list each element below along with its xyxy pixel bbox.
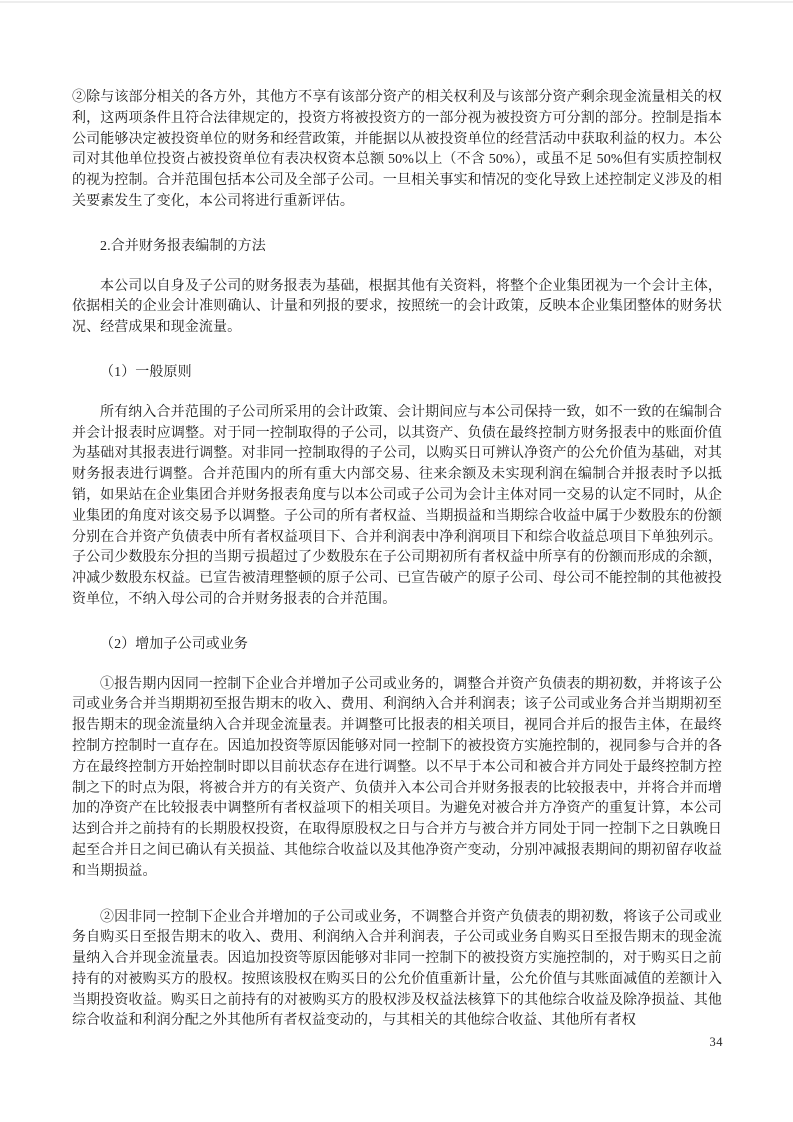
paragraph-consolidation-basis: 本公司以自身及子公司的财务报表为基础，根据其他有关资料，将整个企业集团视为一个会计主体，依据相关的企业会计准则确认、计量和列报的要求，按照统一的会计政策，反映本企业集团整体的财务状况、经营成果和现金流量。: [72, 278, 722, 336]
heading-consolidation-method: 2.合并财务报表编制的方法: [100, 238, 266, 254]
heading-adding-subsidiaries: （2）增加子公司或业务: [100, 636, 249, 652]
heading-general-principles: （1）一般原则: [100, 364, 192, 380]
paragraph-control-definition: ②除与该部分相关的各方外，其他方不享有该部分资产的相关权利及与该部分资产剩余现金流量相关的权利，这两项条件且符合法律规定的，投资方将被投资方的一部分视为被投资方可分割的部分。控制是指本公司能够决定被投资单位的财务和经营政策，并能据以从被投资单位的经营活动中获取利益的权力。本公司对其他单位投资占被投资单位有表决权资本总额 50%以上（不含 50%），或虽不足 50%但有实质控制权的视为控制。合并范围包括本公司及全部子公司。一旦相关事实和情况的变化导致上述控制定义涉及的相关要素发生了变化，本公司将进行重新评估。: [72, 90, 722, 209]
scan-edge: [0, 1, 793, 3]
paragraph-general-principles: 所有纳入合并范围的子公司所采用的会计政策、会计期间应与本公司保持一致，如不一致的在编制合并会计报表时应调整。对于同一控制取得的子公司，以其资产、负债在最终控制方财务报表中的账面价值为基础对其报表进行调整。对非同一控制取得的子公司，以购买日可辨认净资产的公允价值为基础，对其财务报表进行调整。合并范围内的所有重大内部交易、往来余额及未实现利润在编制合并报表时予以抵销，如果站在企业集团合并财务报表角度与以本公司或子公司为会计主体对同一交易的认定不同时，从企业集团的角度对该交易予以调整。子公司的所有者权益、当期损益和当期综合收益中属于少数股东的份额分别在合并资产负债表中所有者权益项目下、合并利润表中净利润项目下和综合收益总项目下单独列示。子公司少数股东分担的当期亏损超过了少数股东在子公司期初所有者权益中所享有的份额而形成的余额，冲减少数股东权益。已宣告被清理整顿的原子公司、已宣告破产的原子公司、母公司不能控制的其他被投资单位，不纳入母公司的合并财务报表的合并范围。: [72, 404, 722, 607]
paragraph-same-control-merger: ①报告期内因同一控制下企业合并增加子公司或业务的，调整合并资产负债表的期初数，并将该子公司或业务合并当期期初至报告期末的收入、费用、利润纳入合并利润表；该子公司或业务合并当期期初至报告期末的现金流量纳入合并现金流量表。并调整可比报表的相关项目，视同合并后的报告主体，在最终控制方控制时一直存在。因追加投资等原因能够对同一控制下的被投资方实施控制的，视同参与合并的各方在最终控制方开始控制时即以目前状态存在进行调整。以不早于本公司和被合并方同处于最终控制方控制之下的时点为限，将被合并方的有关资产、负债并入本公司合并财务报表的比较报表中，并将合并而增加的净资产在比较报表中调整所有者权益项下的相关项目。为避免对被合并方净资产的重复计算，本公司达到合并之前持有的长期股权投资，在取得原股权之日与合并方与被合并方同处于同一控制下之日孰晚日起至合并日之间已确认有关损益、其他综合收益以及其他净资产变动，分别冲减报表期间的期初留存收益和当期损益。: [72, 676, 722, 879]
paragraph-non-same-control-merger: ②因非同一控制下企业合并增加的子公司或业务，不调整合并资产负债表的期初数，将该子公司或业务自购买日至报告期末的收入、费用、利润纳入合并利润表，子公司或业务自购买日至报告期末的现金流量纳入合并现金流量表。因追加投资等原因能够对非同一控制下的被投资方实施控制的，对于购买日之前持有的对被购买方的股权。按照该股权在购买日的公允价值重新计量，公允价值与其账面减值的差额计入当期投资收益。购买日之前持有的对被购买方的股权涉及权益法核算下的其他综合收益及除净损益、其他综合收益和利润分配之外其他所有者权益变动的，与其相关的其他综合收益、其他所有者权: [72, 909, 722, 1029]
page-number: 34: [709, 1035, 723, 1049]
